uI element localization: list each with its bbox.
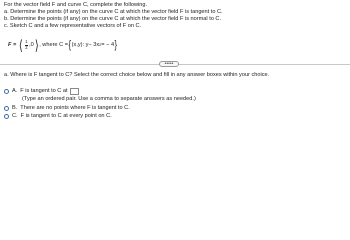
option-b-radio[interactable] bbox=[4, 106, 9, 111]
option-a-text: F is tangent to C at bbox=[20, 88, 68, 94]
option-b[interactable] bbox=[4, 105, 130, 112]
option-c-text: F is tangent to C at every point on C. bbox=[20, 113, 112, 119]
formula-second-component: ,0 bbox=[29, 42, 34, 48]
formula-close-brace: ⟩ bbox=[34, 37, 39, 53]
option-a-hint: (Type an ordered pair. Use a comma to separate answers as needed.) bbox=[22, 96, 196, 102]
expand-more-button[interactable]: ••••• bbox=[159, 61, 179, 67]
option-c-letter: C. bbox=[12, 113, 18, 119]
formula-minus: − 3x bbox=[88, 42, 100, 48]
option-b-letter: B. bbox=[12, 105, 18, 111]
formula-set-left: (x,y): y bbox=[71, 42, 89, 48]
instructions-part-a: a. Determine the points (if any) on the curve C at which the vector field F is tangent to C. bbox=[4, 9, 223, 15]
option-a[interactable] bbox=[4, 88, 79, 95]
option-a-radio[interactable] bbox=[4, 89, 9, 94]
set-close-brace: } bbox=[114, 38, 118, 51]
formula-rest: = − 4 bbox=[101, 42, 115, 48]
option-a-letter: A. bbox=[12, 88, 18, 94]
vector-field-formula bbox=[8, 36, 118, 54]
instructions-part-b: b. Determine the points (if any) on the curve C at which the vector field F is normal to C. bbox=[4, 16, 222, 22]
formula-lhs: F = bbox=[8, 42, 17, 48]
formula-fraction bbox=[25, 40, 28, 50]
option-b-text: There are no points where F is tangent to C. bbox=[20, 105, 130, 111]
option-c[interactable] bbox=[4, 113, 112, 120]
formula-exponent: 2 bbox=[99, 43, 102, 47]
instructions-intro: For the vector field F and curve C, complete the following. bbox=[4, 2, 148, 8]
fraction-numerator: 1 bbox=[25, 38, 28, 44]
formula-open-brace: ⟨ bbox=[19, 37, 23, 53]
set-open-brace: { bbox=[68, 38, 72, 51]
fraction-denominator: 2 bbox=[25, 44, 28, 50]
instructions-part-c: c. Sketch C and a few representative vectors of F on C. bbox=[4, 23, 142, 29]
question-text: a. Where is F tangent to C? Select the correct choice below and fill in any answer boxes within your choice. bbox=[4, 72, 270, 78]
formula-where: , where C = bbox=[39, 42, 68, 48]
option-a-answer-input[interactable] bbox=[70, 88, 79, 95]
option-c-radio[interactable] bbox=[4, 114, 9, 119]
